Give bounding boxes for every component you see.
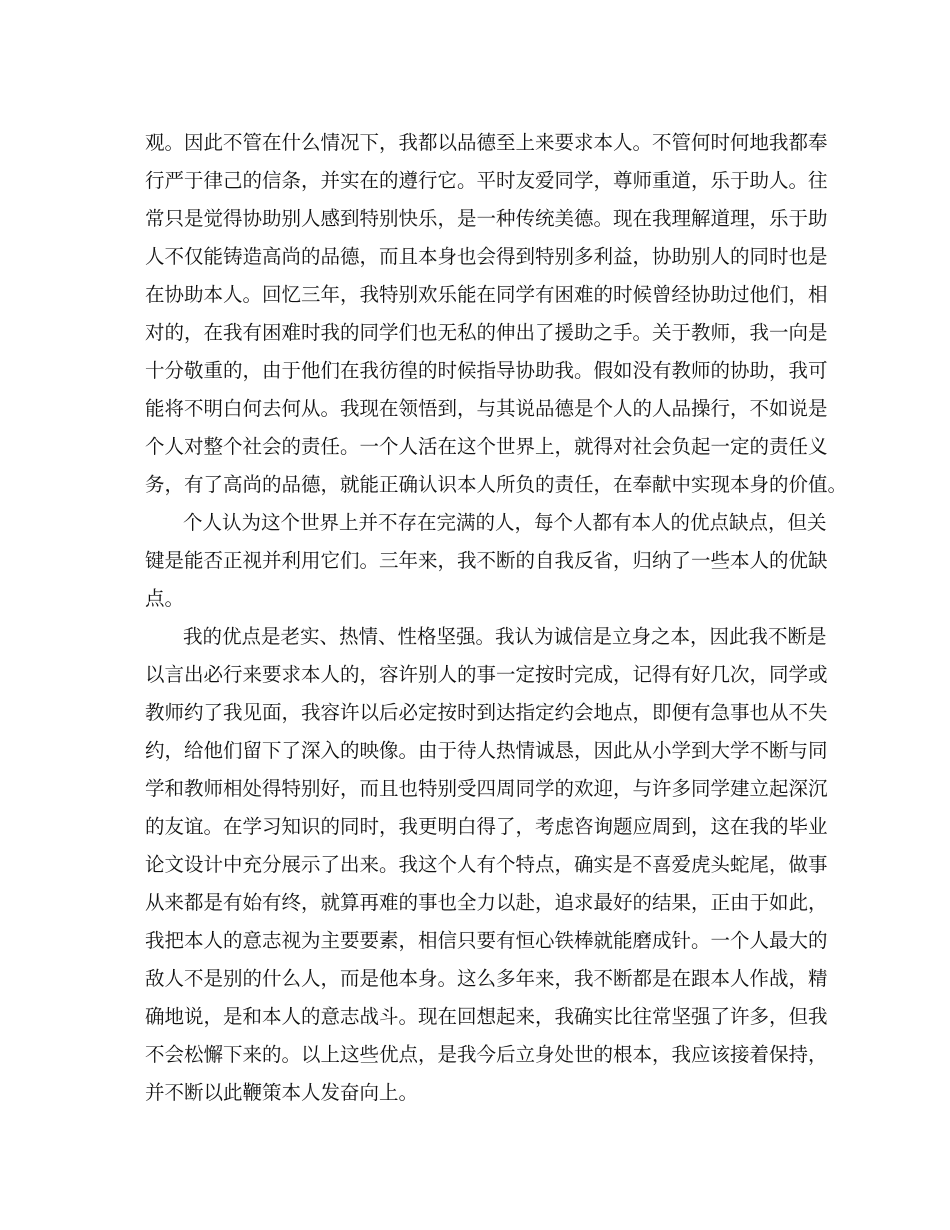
text-line: 从来都是有始有终，就算再难的事也全力以赴，追求最好的结果，正由于如此， [145, 891, 828, 914]
text-line: 并不断以此鞭策本人发奋向上。 [145, 1081, 419, 1104]
text-line: 务，有了高尚的品德，就能正确认识本人所负的责任，在奉献中实现本身的价值。 [145, 473, 848, 496]
text-line: 教师约了我见面，我容许以后必定按时到达指定约会地点，即便有急事也从不失 [145, 701, 828, 724]
text-line: 键是能否正视并利用它们。三年来，我不断的自我反省，归纳了一些本人的优缺 [145, 549, 828, 572]
text-line: 对的，在我有困难时我的同学们也无私的伸出了援助之手。关于教师，我一向是 [145, 321, 828, 344]
text-line: 个人对整个社会的责任。一个人活在这个世界上，就得对社会负起一定的责任义 [145, 435, 828, 458]
text-line: 观。因此不管在什么情况下，我都以品德至上来要求本人。不管何时何地我都奉 [145, 131, 828, 154]
text-line: 约，给他们留下了深入的映像。由于待人热情诚恳，因此从小学到大学不断与同 [145, 739, 828, 762]
text-line: 我把本人的意志视为主要要素，相信只要有恒心铁棒就能磨成针。一个人最大的 [145, 929, 828, 952]
text-line: 人不仅能铸造高尚的品德，而且本身也会得到特别多利益，协助别人的同时也是 [145, 245, 828, 268]
text-line: 论文设计中充分展示了出来。我这个人有个特点，确实是不喜爱虎头蛇尾，做事 [145, 853, 828, 876]
text-line: 敌人不是别的什么人，而是他本身。这么多年来，我不断都是在跟本人作战，精 [145, 967, 828, 990]
text-line: 在协助本人。回忆三年，我特别欢乐能在同学有困难的时候曾经协助过他们，相 [145, 283, 828, 306]
paragraph-start-line: 个人认为这个世界上并不存在完满的人，每个人都有本人的优点缺点，但关 [183, 511, 827, 534]
text-line: 十分敬重的，由于他们在我彷徨的时候指导协助我。假如没有教师的协助，我可 [145, 359, 828, 382]
text-line: 能将不明白何去何从。我现在领悟到，与其说品德是个人的人品操行，不如说是 [145, 397, 828, 420]
text-line: 点。 [145, 587, 185, 610]
text-line: 学和教师相处得特别好，而且也特别受四周同学的欢迎，与许多同学建立起深沉 [145, 777, 828, 800]
text-line: 常只是觉得协助别人感到特别快乐，是一种传统美德。现在我理解道理，乐于助 [145, 207, 828, 230]
text-line: 不会松懈下来的。以上这些优点，是我今后立身处世的根本，我应该接着保持， [145, 1043, 828, 1066]
text-line: 的友谊。在学习知识的同时，我更明白得了，考虑咨询题应周到，这在我的毕业 [145, 815, 828, 838]
body-text [145, 124, 848, 1112]
text-line: 确地说，是和本人的意志战斗。现在回想起来，我确实比往常坚强了许多，但我 [145, 1005, 828, 1028]
paragraph-start-line: 我的优点是老实、热情、性格坚强。我认为诚信是立身之本，因此我不断是 [183, 625, 827, 648]
text-line: 行严于律己的信条，并实在的遵行它。平时友爱同学，尊师重道，乐于助人。往 [145, 169, 828, 192]
text-line: 以言出必行来要求本人的，容许别人的事一定按时完成，记得有好几次，同学或 [145, 663, 828, 686]
